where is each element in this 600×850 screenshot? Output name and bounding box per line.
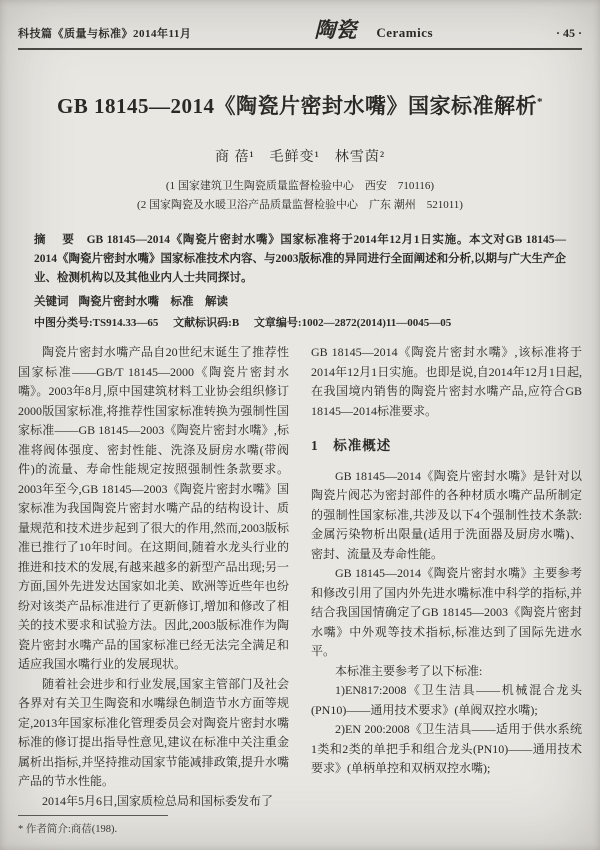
abstract-label: 摘 要 [34, 234, 77, 246]
journal-title-en: Ceramics [376, 25, 434, 40]
body-paragraph: GB 18145—2014《陶瓷片密封水嘴》主要参考和修改引用了国内外先进水嘴标准中科学的指标,并结合我国国情确定了GB 18145—2003《陶瓷片密封水嘴》中外观等技术指标,标准达到了国际先进水平。 [311, 566, 582, 658]
clc-label: 中图分类号: [34, 317, 93, 329]
clc-number [34, 317, 158, 329]
body-paragraph: 本标准主要参考了以下标准: [335, 663, 483, 678]
article-meta-line [34, 314, 566, 330]
body-paragraph: 2014年5月6日,国家质检总局和国标委发布了 [42, 793, 274, 808]
body-paragraph-continuation: GB 18145—2014《陶瓷片密封水嘴》,该标准将于2014年12月1日实施。也即是说,自2014年12月1日起,在我国境内销售的陶瓷片密封水嘴产品,应符合GB 18145—2014标准要求。 [311, 345, 582, 418]
article-id-value: 1002—2872(2014)11—0045—05 [301, 317, 452, 329]
body-paragraph: GB 18145—2014《陶瓷片密封水嘴》是针对以陶瓷片阀芯为密封部件的各种材质水嘴产品所制定的强制性国家标准,共涉及以下4个强制性技术条款:金属污染物析出限量(适用于洗面器及厨房水嘴)、密封、流量及寿命性能。 [311, 468, 582, 561]
body-paragraph: 陶瓷片密封水嘴产品自20世纪末诞生了推荐性国家标准——GB/T 18145—2000《陶瓷片密封水嘴》。2003年8月,原中国建筑材料工业协会组织修订2000版国家标准,将推荐性国家标准转换为强制性国家标准——GB 18145—2003《陶瓷片密封水嘴》,标准将阀体强度、密封性能、洗涤及厨房水嘴(带阀件)的流量、寿命性能规定按照强制性条款要求。2003年至今,GB 18145—2003《陶瓷片密封水嘴》国家标准为我国陶瓷片密封水嘴产品的结构设计、质量规范和技术进步起到了很大的作用,然而,2003版标准已推行了10年时间。在这期间,随着水龙头行业的推进和技术的发展,有越来越多的新型产品出现;另一方面,国外先进发达国家如北美、欧洲等近些年也纷纷对该类产品标准进行了更新修订,增加和修改了相关的技术要求和试验方法。因此,2003版标准作为陶瓷片密封水嘴产品的国家标准已经无法完全满足和适应我国水嘴行业的发展现状。 [18, 345, 289, 671]
keywords-text: 陶瓷片密封水嘴 标准 解读 [78, 296, 228, 308]
document-code-label: 文献标识码: [173, 317, 232, 329]
document-code-value: B [231, 317, 240, 329]
clc-value: TS914.33—65 [92, 317, 159, 329]
abstract-block [34, 231, 566, 288]
footnote-text: * 作者简介:商蓓(198). [18, 824, 118, 835]
page-header [18, 14, 582, 44]
reference-item-2: 2)EN 200:2008《卫生洁具——适用于供水系统1类和2类的单把手和组合龙头(PN10)——通用技术要求》(单柄单控和双柄双控水嘴); [311, 722, 582, 775]
authors-line: 商 蓓¹ 毛鲜变¹ 林雪茵² [214, 150, 386, 165]
title-footnote-mark: * [537, 96, 544, 108]
left-column [18, 343, 289, 819]
article-id [254, 317, 451, 329]
body-columns [18, 343, 582, 819]
header-section-label: 科技篇《质量与标准》2014年11月 [18, 28, 192, 40]
affiliation-1: (1 国家建筑卫生陶瓷质量监督检验中心 西安 710116) [165, 180, 435, 192]
journal-title [191, 14, 556, 44]
article-id-label: 文章编号: [253, 317, 302, 329]
keywords-line [34, 293, 566, 309]
section-heading-1: 1 标准概述 [311, 438, 392, 453]
abstract-text: GB 18145—2014《陶瓷片密封水嘴》国家标准将于2014年12月1日实施。本文对GB 18145—2014《陶瓷片密封水嘴》国家标准技术内容、与2003版标准的异同进行全面阐述和分析,以期与广大生产企业、检测机构以及其他业内人士共同探讨。 [34, 234, 567, 284]
journal-title-cn: 陶瓷 [314, 18, 357, 42]
keywords-label: 关键词 [34, 296, 69, 308]
header-divider [18, 48, 582, 50]
article-title-text: GB 18145—2014《陶瓷片密封水嘴》国家标准解析 [56, 94, 538, 118]
author-footnote [18, 815, 168, 836]
reference-item-1: 1)EN817:2008《卫生洁具——机械混合龙头(PN10)——通用技术要求》(单阀双控水嘴); [311, 683, 582, 717]
body-paragraph: 随着社会进步和行业发展,国家主管部门及社会各界对有关卫生陶瓷和水嘴绿色制造节水方面等规定,2013年国家标准化管理委员会对陶瓷片密封水嘴标准的修订提出指导性意见,建议在标准中关注重金属析出指标,并坚持推动国家节能减排政策,提升水嘴产品的节水性能。 [18, 676, 289, 788]
affiliation-2: (2 国家陶瓷及水暖卫浴产品质量监督检验中心 广东 潮州 521011) [137, 199, 463, 211]
affiliations [18, 177, 582, 215]
right-column [311, 343, 582, 819]
footnote-divider [18, 815, 168, 816]
article-title [18, 90, 582, 120]
document-code [173, 317, 239, 329]
page-number: · 45 · [555, 26, 582, 40]
